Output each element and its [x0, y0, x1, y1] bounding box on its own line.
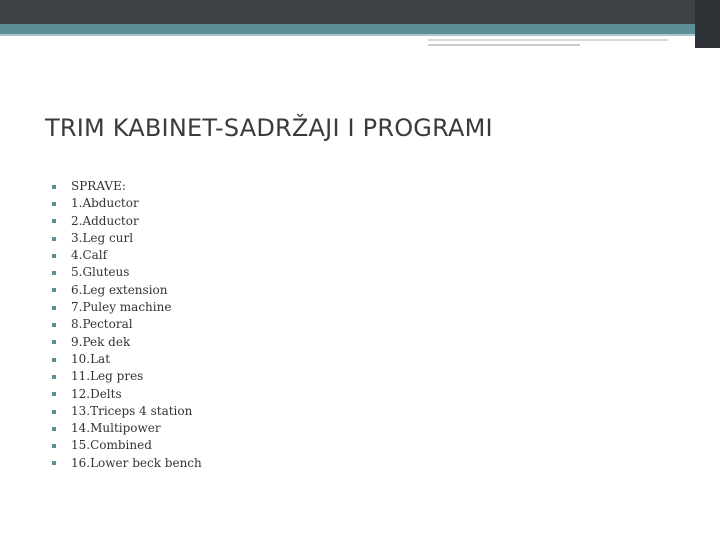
- bullet-icon: [52, 288, 56, 292]
- list-item-text: 11.Leg pres: [71, 369, 144, 384]
- banner-teal-band: [0, 24, 720, 34]
- list-item: [52, 230, 202, 247]
- list-item-text: 16.Lower beck bench: [71, 455, 202, 470]
- list-item-text: 10.Lat: [71, 351, 111, 366]
- bullet-icon: [52, 358, 56, 362]
- bullet-icon: [52, 202, 56, 206]
- list-item: [52, 403, 202, 420]
- decorative-line: [428, 39, 668, 41]
- list-item-text: 5.Gluteus: [71, 265, 130, 280]
- list-item: [52, 386, 202, 403]
- list-item-text: 14.Multipower: [71, 421, 161, 436]
- list-item-text: 12.Delts: [71, 386, 122, 401]
- banner-dark-band: [0, 0, 720, 24]
- list-item: [52, 213, 202, 230]
- bullet-icon: [52, 185, 56, 189]
- bullet-icon: [52, 461, 56, 465]
- bullet-list: [52, 178, 202, 472]
- list-item-text: 6.Leg extension: [71, 282, 168, 297]
- list-item-text: 8.Pectoral: [71, 317, 133, 332]
- bullet-icon: [52, 271, 56, 275]
- list-item: [52, 455, 202, 472]
- list-item-text: 9.Pek dek: [71, 334, 131, 349]
- list-item-text: 13.Triceps 4 station: [71, 403, 193, 418]
- bullet-icon: [52, 392, 56, 396]
- list-item: [52, 334, 202, 351]
- decorative-line: [428, 44, 580, 46]
- banner-corner-accent: [695, 0, 720, 48]
- bullet-icon: [52, 427, 56, 431]
- list-item-text: 4.Calf: [71, 248, 108, 263]
- bullet-icon: [52, 410, 56, 414]
- banner-light-band: [0, 34, 720, 36]
- bullet-icon: [52, 323, 56, 327]
- list-item: [52, 420, 202, 437]
- list-item-text: 1.Abductor: [71, 196, 139, 211]
- list-item: [52, 437, 202, 454]
- list-item: [52, 368, 202, 385]
- list-item-text: 7.Puley machine: [71, 300, 172, 315]
- list-item: [52, 178, 202, 195]
- bullet-icon: [52, 219, 56, 223]
- list-item: [52, 195, 202, 212]
- slide-title: TRIM KABINET-SADRŽAJI I PROGRAMI: [45, 114, 493, 142]
- bullet-icon: [52, 340, 56, 344]
- list-item-text: 2.Adductor: [71, 213, 139, 228]
- bullet-icon: [52, 444, 56, 448]
- list-item: [52, 351, 202, 368]
- list-item-text: 3.Leg curl: [71, 230, 134, 245]
- list-item: [52, 247, 202, 264]
- list-item: [52, 299, 202, 316]
- list-item-text: 15.Combined: [71, 438, 152, 453]
- list-item: [52, 316, 202, 333]
- bullet-icon: [52, 237, 56, 241]
- bullet-icon: [52, 254, 56, 258]
- list-item-text: SPRAVE:: [71, 179, 126, 193]
- bullet-icon: [52, 375, 56, 379]
- list-item: [52, 264, 202, 281]
- bullet-icon: [52, 306, 56, 310]
- list-item: [52, 282, 202, 299]
